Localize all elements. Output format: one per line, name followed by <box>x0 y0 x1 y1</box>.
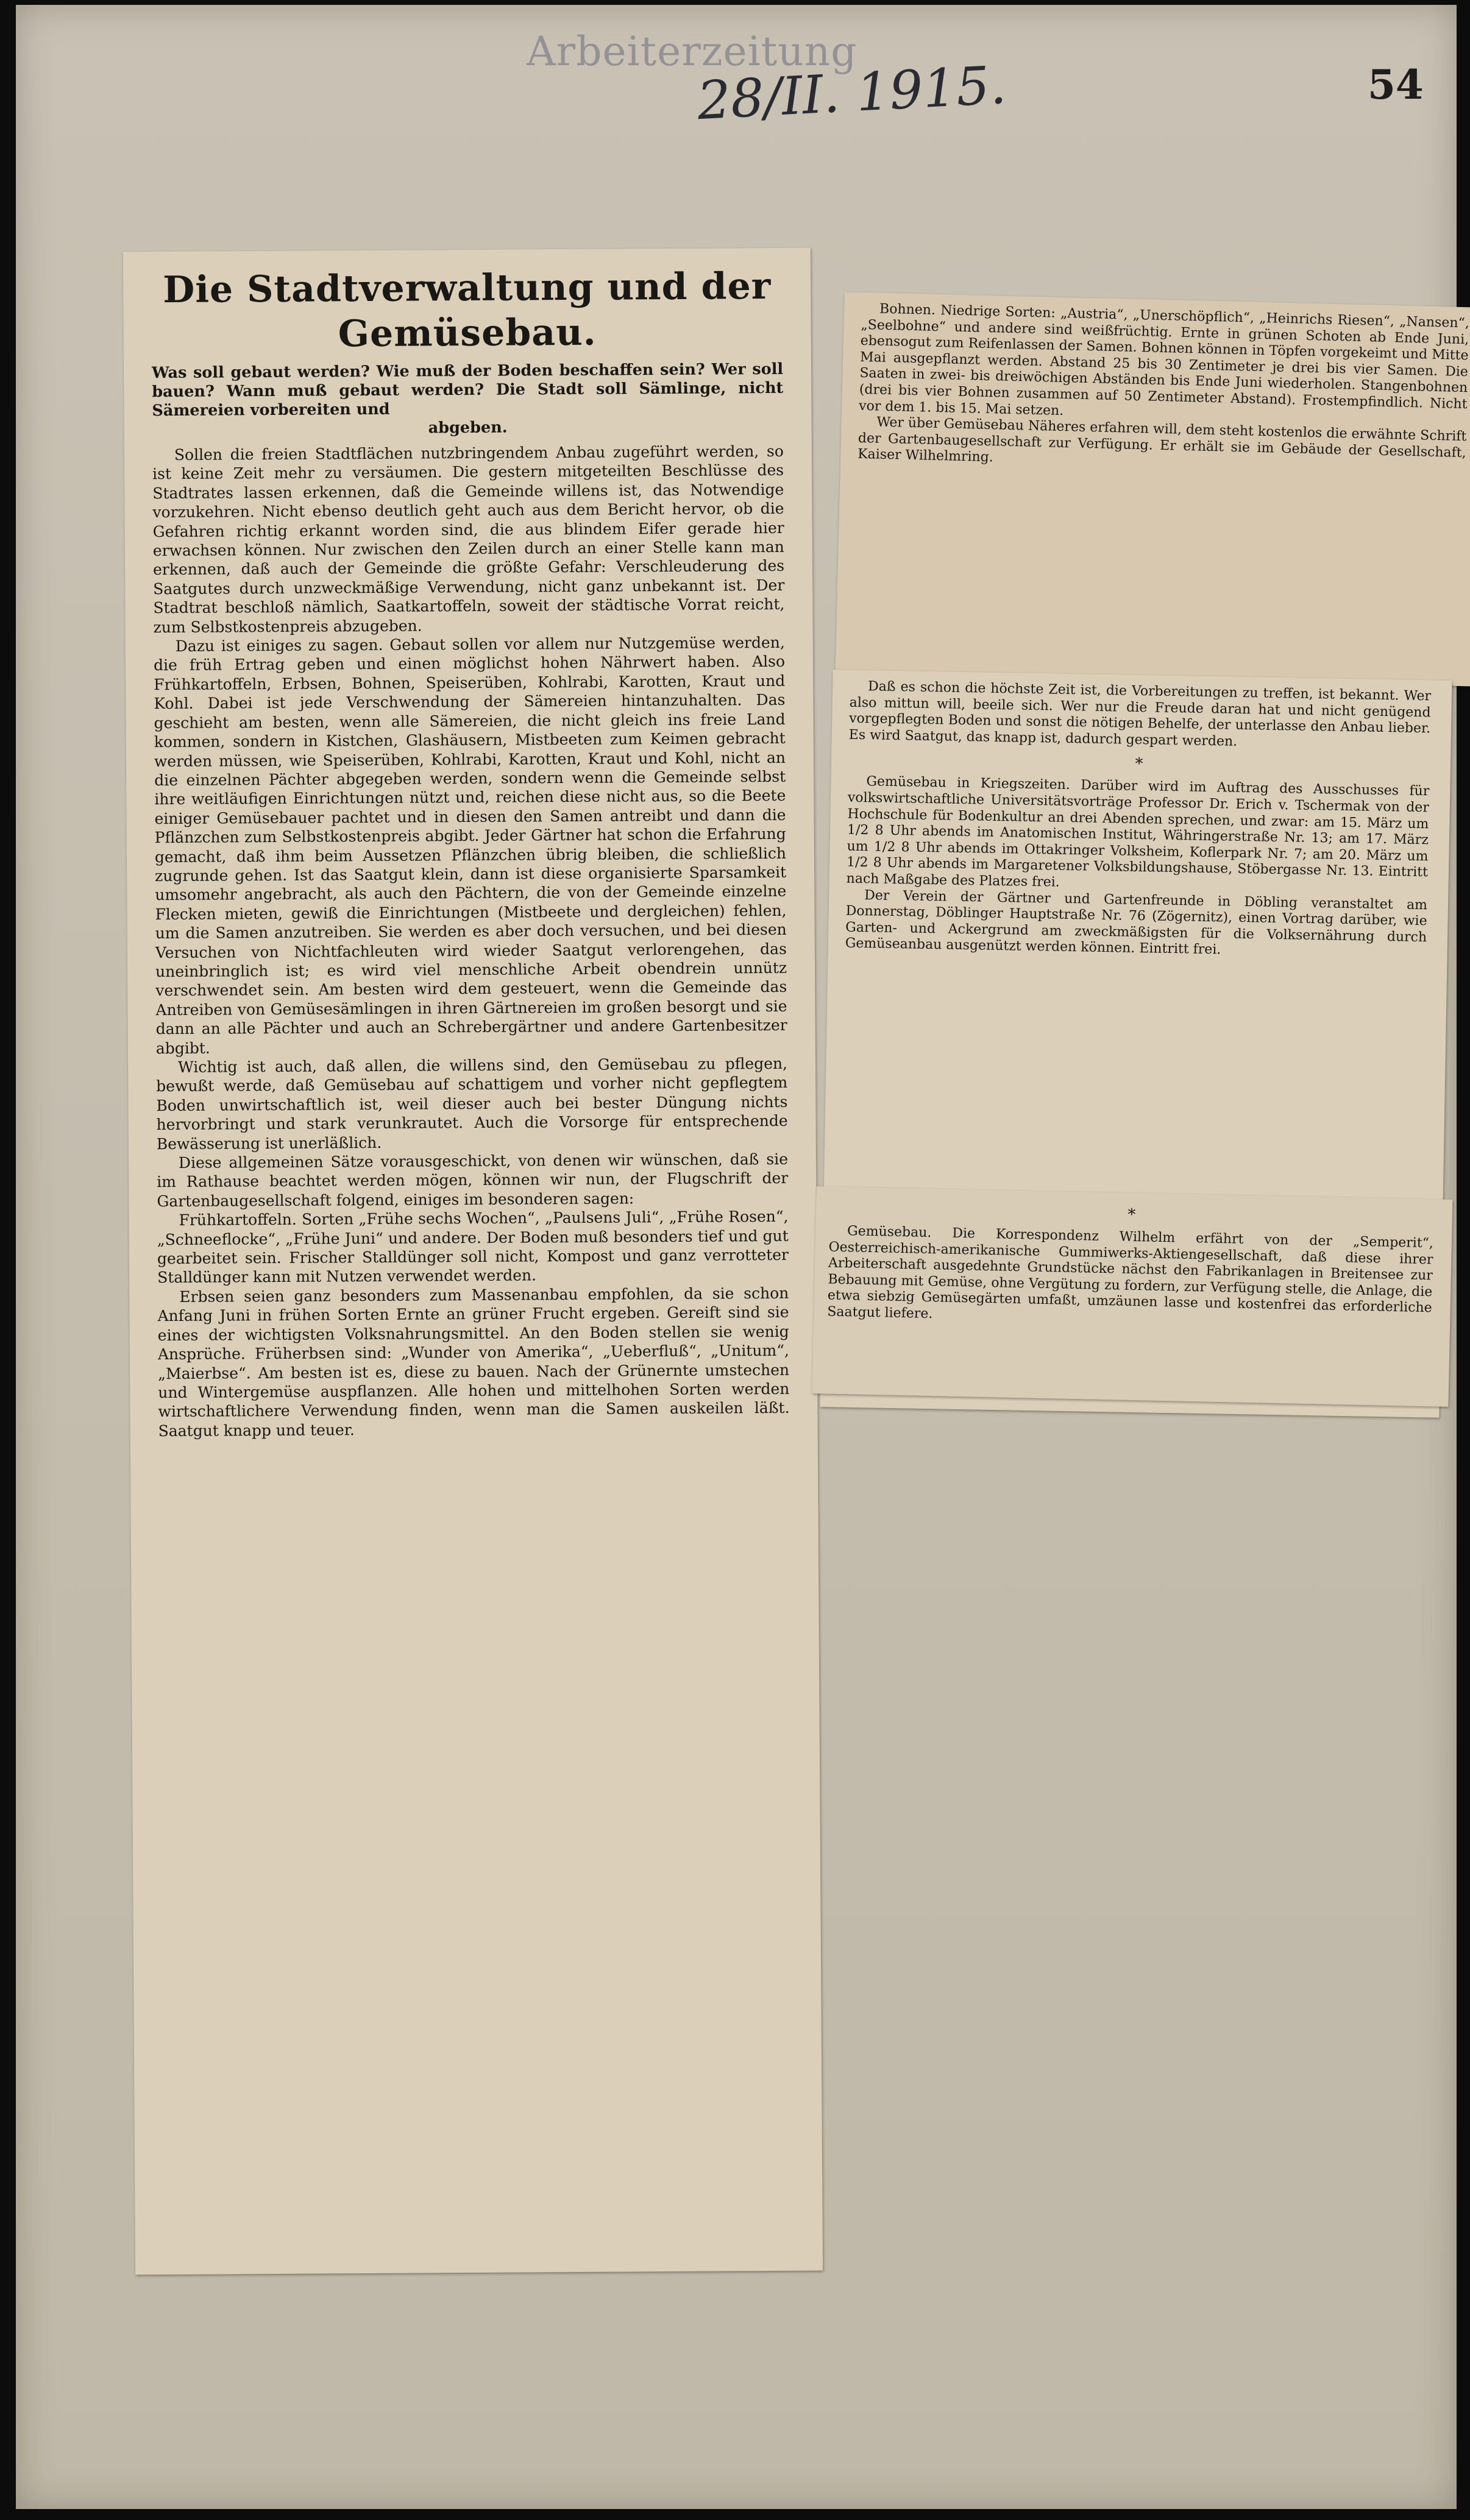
association-paragraph: Der Verein der Gärtner und Gartenfreunde in Döbling veranstaltet am Donnerstag, Döblinger Hauptstraße Nr. 76 (Zögernitz), einen Vortrag darüber, wie Garten- und Ackergrund am zweckmäßigsten für die Volksernährung durch Gemüseanbau ausgenützt werden können. Eintritt frei. <box>845 887 1428 958</box>
asterisk-separator: * <box>1127 1205 1136 1225</box>
lecture-paragraph: Gemüsebau in Kriegszeiten. Darüber wird im Auftrag des Ausschusses für volkswirtschaftliche Universitätsvorträge Professor Dr. Erich v. Tschermak von der Hochschule für Bodenkultur an drei Abenden sprechen, und zwar: am 15. März um 1/2 8 Uhr abends im Anatomischen Institut, Währingerstraße Nr. 13; am 17. März um 1/2 8 Uhr abends im Ottakringer Volksheim, Koflerpark Nr. 7; am 20. März um 1/2 8 Uhr abends im Margaretener Volksbildungshause, Stöbergasse Nr. 13. Eintritt nach Maßgabe des Platzes frei. <box>846 774 1430 890</box>
article-paragraph: Erbsen seien ganz besonders zum Massenanbau empfohlen, da sie schon Anfang Juni in frühen Sorten Ernte an grüner Frucht ergeben. Gereift sind sie eines der wichtigsten Volksnahrungsmittel. An den Boden stellen sie wenig Ansprüche. Früherbsen sind: „Wunder von Amerika“, „Ueberfluß“, „Unitum“, „Maierbse“. Am besten ist es, diese zu bauen. Nach der Grünernte umstechen und Wintergemüse auspflanzen. Alle hohen und mittelhohen Sorten werden wirtschaftlichere Verwendung finden, wenn man die Samen auskeilen läßt. Saatgut knapp und teuer. <box>157 1284 790 1440</box>
semperit-paragraph: Gemüsebau. Die Korrespondenz Wilhelm erfährt von der „Semperit“, Oesterreichisch-amerikanische Gummiwerks-Aktiengesellschaft, daß diese ihrer Arbeiterschaft ausgedehnte Grundstücke nächst den Fabrikanlagen in Breitensee zur Bebauung mit Gemüse, ohne Vergütung zu fordern, zur Verfügung stelle, die Anlage, die etwa siebzig Gemüsegärten umfaßt, umzäunen lasse und kostenfrei das erforderliche Saatgut liefere. <box>827 1223 1434 1322</box>
semperit-clipping <box>812 1186 1453 1407</box>
asterisk-separator: * <box>1135 755 1143 774</box>
newspaper-stamp: Arbeiterzeitung <box>527 28 857 75</box>
preparation-paragraph: Daß es schon die höchste Zeit ist, die Vorbereitungen zu treffen, ist bekannt. Wer also mittun will, beeile sich. Wer nur die Freude daran hat und nicht genügend vorgepflegten Boden und sonst die nötigen Behelfe, der unterlasse den Anbau lieber. Es wird Saatgut, das knapp ist, dadurch gespart werden. <box>848 679 1432 749</box>
beans-paragraph: Bohnen. Niedrige Sorten: „Austria“, „Unerschöpflich“, „Heinrichs Riesen“, „Nansen“, „Seelbohne“ und andere sind weißfrüchtig. Ernte in grünen Schoten ab Ende Juni, ebensogut zum Reifenlassen der Samen. Bohnen können in Töpfen vorgekeimt und Mitte Mai ausgepflanzt werden. Abstand 25 bis 30 Zentimeter je drei bis vier Samen. Die Saaten in zwei- bis dreiwöchigen Abständen bis Ende Juni wiederholen. Stangenbohnen (drei bis vier Bohnen zusammen auf 50 Zentimeter Abstand). Frostempfindlich. Nicht vor dem 1. bis 15. Mai setzen. <box>858 301 1470 419</box>
main-article-clipping <box>123 248 823 2275</box>
article-paragraph: Sollen die freien Stadtflächen nutzbringendem Anbau zugeführt werden, so ist keine Zeit mehr zu versäumen. Die gestern mitgeteilten Beschlüsse des Stadtrates lassen erkennen, daß die Gemeinde willens ist, das Notwendige vorzukehren. Nicht ebenso deutlich geht auch aus dem Bericht hervor, ob die Gefahren richtig erkannt worden sind, die aus blindem Eifer gerade hier erwachsen können. Nur zwischen den Zeilen durch an einer Stelle kann man erkennen, daß auch der Gemeinde die größte Gefahr: Verschleuderung des Saatgutes durch unzweckmäßige Verwendung, nicht ganz unbekannt ist. Der Stadtrat beschloß nämlich, Saatkartoffeln, soweit der städtische Vorrat reicht, zum Selbstkostenpreis abzugeben. <box>152 442 785 636</box>
subhead-line-3: Stadt soll Sämlinge, nicht Sämereien vorbereiten und <box>152 378 784 420</box>
article-subheadline <box>152 360 784 439</box>
subhead-line-1: Was soll gebaut werden? Wie muß der Boden beschaffen <box>151 361 654 383</box>
article-paragraph: Dazu ist einiges zu sagen. Gebaut sollen vor allem nur Nutzgemüse werden, die früh Ertrag geben und einen möglichst hohen Nährwert haben. Also Frühkartoffeln, Erbsen, Bohnen, Speiserüben, Kohlrabi, Karotten, Kraut und Kohl. Dabei ist jede Verschwendung der Sämereien hintanzuhalten. Das geschieht am besten, wenn alle Sämereien, die nicht gleich ins freie Land kommen, sondern in Kistchen, Glashäusern, Mistbeeten zum Keimen gebracht werden müssen, wie Speiserüben, Kohlrabi, Karotten, Kraut und Kohl, nicht an die einzelnen Pächter abgegeben werden, sondern wenn die Gemeinde selbst ihre weitläufigen Einrichtungen nützt und, reichen diese nicht aus, so die Beete einiger Gemüsebauer pachtet und in diesen den Samen antreibt und dann die Pflänzchen zum Selbstkostenpreis abgibt. Jeder Gärtner hat schon die Erfahrung gemacht, daß ihm beim Aussetzen Pflänzchen übrig bleiben, die schließlich zugrunde gehen. Ist das Saatgut klein, dann ist diese organisierte Sparsamkeit umsomehr angebracht, als auch den Pächtern, die von der Gemeinde einzelne Flecken mieten, gewiß die Einrichtungen (Mistbeete und dergleichen) fehlen, um die Samen anzutreiben. Sie werden es aber doch versuchen, und bei diesen Versuchen von Nichtfachleuten wird wieder Saatgut verlorengehen, das uneinbringlich ist; es wird viel menschliche Arbeit obendrein unnütz verschwendet sein. Am besten wird dem gesteuert, wenn die Gemeinde das Antreiben von Gemüsesämlingen in ihren Gärtnereien im großen besorgt und sie dann an alle Pächter und auch an Schrebergärtner und andere Gartenbesitzer abgibt. <box>153 633 787 1057</box>
subhead-line-4: abgeben. <box>428 418 508 437</box>
page-number: 54 <box>1368 61 1424 108</box>
handwritten-date: 28/II. 1915. <box>695 54 1008 132</box>
article-paragraph: Wichtig ist auch, daß allen, die willens sind, den Gemüsebau zu pflegen, bewußt werde, daß Gemüsebau auf schattigem und vorher nicht gepflegtem Boden unwirtschaftlich ist, weil dieser auch bei bester Düngung nichts hervorbringt und stark verunkrautet. Auch die Vorsorge für entsprechende Bewässerung ist unerläßlich. <box>156 1054 788 1153</box>
subhead-line-2: sein? Wer soll bauen? Wann muß gebaut werden? Die <box>152 359 784 402</box>
headline-line-1: Die Stadtverwaltung und der <box>162 264 772 312</box>
article-headline <box>151 264 783 358</box>
archive-sheet <box>16 5 1470 2509</box>
article-paragraph: Diese allgemeinen Sätze vorausgeschickt, von denen wir wünschen, daß sie im Rathause beachtet werden mögen, können wir nun, der Flugschrift der Gartenbaugesellschaft folgend, einiges im besonderen sagen: <box>157 1150 789 1211</box>
continuation-clipping <box>836 292 1470 687</box>
headline-line-2: Gemüsebau. <box>338 311 597 356</box>
article-paragraph: Frühkartoffeln. Sorten „Frühe sechs Wochen“, „Paulsens Juli“, „Frühe Rosen“, „Schneeflocke“, „Frühe Juni“ und andere. Der Boden muß besonders tief und gut gearbeitet sein. Frischer Stalldünger soll nicht, Kompost und ganz verrotteter Stalldünger kann mit Nutzen verwendet werden. <box>157 1208 789 1287</box>
info-paragraph: Wer über Gemüsebau Näheres erfahren will, dem steht kostenlos die erwähnte Schrift der Gartenbaugesellschaft zur Verfügung. Er erhält sie im Gebäude der Gesellschaft, Kaiser Wilhelmring. <box>857 414 1467 465</box>
